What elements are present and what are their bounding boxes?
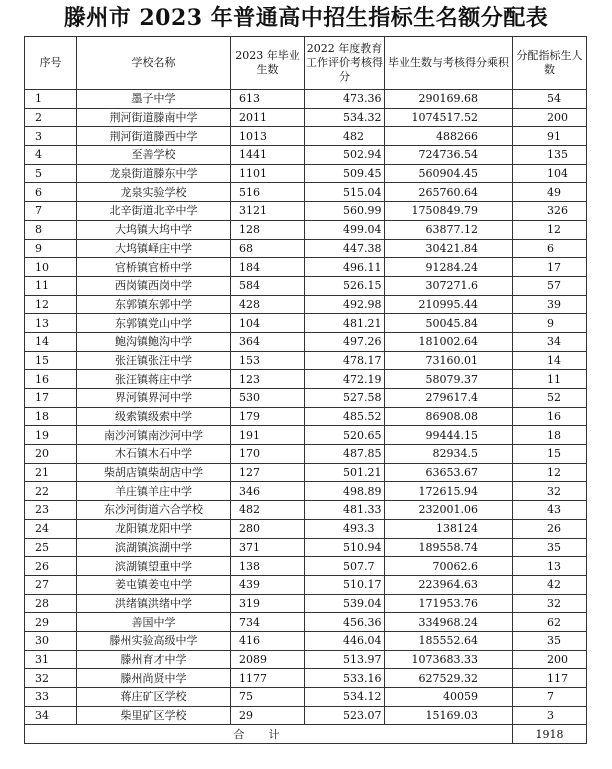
evaluation-score: 513.97: [305, 650, 385, 669]
school-name: 柴里矿区学校: [77, 706, 231, 725]
school-name: 级索镇级索中学: [77, 407, 231, 426]
quota-count: 43: [513, 501, 587, 520]
score-product: 63877.12: [385, 220, 513, 239]
row-index: 19: [25, 426, 77, 445]
table-row: [25, 538, 587, 557]
quota-count: 7: [513, 688, 587, 707]
evaluation-score: 539.04: [305, 594, 385, 613]
table-row: [25, 276, 587, 295]
table-row: [25, 407, 587, 426]
score-product: 15169.03: [385, 706, 513, 725]
quota-count: 54: [513, 90, 587, 109]
table-row: [25, 183, 587, 202]
row-index: 6: [25, 183, 77, 202]
school-name: 滕州育才中学: [77, 650, 231, 669]
table-row: [25, 631, 587, 650]
school-name: 张汪镇张汪中学: [77, 351, 231, 370]
school-name: 墨子中学: [77, 90, 231, 109]
evaluation-score: 497.26: [305, 332, 385, 351]
table-row: [25, 389, 587, 408]
school-name: 官桥镇官桥中学: [77, 258, 231, 277]
quota-count: 57: [513, 276, 587, 295]
school-name: 南沙河镇南沙河中学: [77, 426, 231, 445]
evaluation-score: 523.07: [305, 706, 385, 725]
score-product: 627529.32: [385, 669, 513, 688]
score-product: 99444.15: [385, 426, 513, 445]
quota-count: 52: [513, 389, 587, 408]
quota-count: 135: [513, 146, 587, 165]
table-row: [25, 127, 587, 146]
table-row: [25, 501, 587, 520]
graduates-count: 516: [231, 183, 305, 202]
quota-count: 17: [513, 258, 587, 277]
evaluation-score: 520.65: [305, 426, 385, 445]
school-name: 东沙河街道六合学校: [77, 501, 231, 520]
row-index: 16: [25, 370, 77, 389]
quota-count: 18: [513, 426, 587, 445]
table-header-row: [25, 37, 587, 90]
graduates-count: 1013: [231, 127, 305, 146]
quota-count: 34: [513, 332, 587, 351]
evaluation-score: 481.33: [305, 501, 385, 520]
evaluation-score: 515.04: [305, 183, 385, 202]
table-row: [25, 519, 587, 538]
school-name: 羊庄镇羊庄中学: [77, 482, 231, 501]
graduates-count: 3121: [231, 202, 305, 221]
row-index: 23: [25, 501, 77, 520]
graduates-count: 1101: [231, 164, 305, 183]
quota-count: 13: [513, 557, 587, 576]
graduates-count: 29: [231, 706, 305, 725]
quota-count: 16: [513, 407, 587, 426]
graduates-count: 123: [231, 370, 305, 389]
quota-count: 91: [513, 127, 587, 146]
graduates-count: 153: [231, 351, 305, 370]
score-product: 91284.24: [385, 258, 513, 277]
row-index: 31: [25, 650, 77, 669]
school-name: 大坞镇峄庄中学: [77, 239, 231, 258]
row-index: 22: [25, 482, 77, 501]
row-index: 7: [25, 202, 77, 221]
graduates-count: 280: [231, 519, 305, 538]
table-row: [25, 351, 587, 370]
row-index: 20: [25, 445, 77, 464]
table-row: [25, 594, 587, 613]
school-name: 大坞镇大坞中学: [77, 220, 231, 239]
row-index: 3: [25, 127, 77, 146]
graduates-count: 1177: [231, 669, 305, 688]
row-index: 14: [25, 332, 77, 351]
row-index: 1: [25, 90, 77, 109]
row-index: 8: [25, 220, 77, 239]
evaluation-score: 560.99: [305, 202, 385, 221]
graduates-count: 613: [231, 90, 305, 109]
evaluation-score: 507.7: [305, 557, 385, 576]
total-quota: 1918: [513, 725, 587, 744]
row-index: 4: [25, 146, 77, 165]
table-row: [25, 220, 587, 239]
graduates-count: 184: [231, 258, 305, 277]
score-product: 63653.67: [385, 463, 513, 482]
evaluation-score: 446.04: [305, 631, 385, 650]
evaluation-score: 481.21: [305, 314, 385, 333]
score-product: 73160.01: [385, 351, 513, 370]
evaluation-score: 526.15: [305, 276, 385, 295]
evaluation-score: 498.89: [305, 482, 385, 501]
graduates-count: 2011: [231, 108, 305, 127]
score-product: 232001.06: [385, 501, 513, 520]
quota-count: 11: [513, 370, 587, 389]
evaluation-score: 534.12: [305, 688, 385, 707]
school-name: 龙阳镇龙阳中学: [77, 519, 231, 538]
quota-count: 6: [513, 239, 587, 258]
header-product: 毕业生数与考核得分乘积: [385, 37, 513, 90]
evaluation-score: 478.17: [305, 351, 385, 370]
graduates-count: 104: [231, 314, 305, 333]
school-name: 东郭镇党山中学: [77, 314, 231, 333]
row-index: 24: [25, 519, 77, 538]
score-product: 189558.74: [385, 538, 513, 557]
quota-count: 32: [513, 594, 587, 613]
table-row: [25, 146, 587, 165]
graduates-count: 364: [231, 332, 305, 351]
total-label: 合计: [25, 725, 513, 744]
graduates-count: 191: [231, 426, 305, 445]
row-index: 17: [25, 389, 77, 408]
school-name: 东郭镇东郭中学: [77, 295, 231, 314]
graduates-count: 371: [231, 538, 305, 557]
score-product: 70062.6: [385, 557, 513, 576]
header-graduates: 2023 年毕业生数: [231, 37, 305, 90]
evaluation-score: 482: [305, 127, 385, 146]
score-product: 1074517.52: [385, 108, 513, 127]
school-name: 荆河街道滕南中学: [77, 108, 231, 127]
score-product: 265760.64: [385, 183, 513, 202]
quota-count: 15: [513, 445, 587, 464]
score-product: 290169.68: [385, 90, 513, 109]
score-product: 58079.37: [385, 370, 513, 389]
table-row: [25, 332, 587, 351]
graduates-count: 530: [231, 389, 305, 408]
score-product: 138124: [385, 519, 513, 538]
row-index: 34: [25, 706, 77, 725]
quota-count: 42: [513, 575, 587, 594]
evaluation-score: 456.36: [305, 613, 385, 632]
quota-count: 200: [513, 108, 587, 127]
score-product: 560904.45: [385, 164, 513, 183]
quota-count: 49: [513, 183, 587, 202]
quota-count: 26: [513, 519, 587, 538]
table-row: [25, 426, 587, 445]
school-name: 木石镇木石中学: [77, 445, 231, 464]
table-body: [25, 90, 587, 725]
quota-count: 12: [513, 463, 587, 482]
header-score: 2022 年度教育工作评价考核得分: [305, 37, 385, 90]
quota-count: 104: [513, 164, 587, 183]
graduates-count: 584: [231, 276, 305, 295]
evaluation-score: 472.19: [305, 370, 385, 389]
table-row: [25, 575, 587, 594]
table-row: [25, 108, 587, 127]
score-product: 1073683.33: [385, 650, 513, 669]
score-product: 223964.63: [385, 575, 513, 594]
score-product: 30421.84: [385, 239, 513, 258]
table-row: [25, 482, 587, 501]
quota-count: 14: [513, 351, 587, 370]
school-name: 蒋庄矿区学校: [77, 688, 231, 707]
graduates-count: 68: [231, 239, 305, 258]
score-product: 724736.54: [385, 146, 513, 165]
evaluation-score: 487.85: [305, 445, 385, 464]
table-row: [25, 239, 587, 258]
quota-count: 12: [513, 220, 587, 239]
school-name: 滨湖镇望重中学: [77, 557, 231, 576]
evaluation-score: 499.04: [305, 220, 385, 239]
table-row: [25, 613, 587, 632]
graduates-count: 138: [231, 557, 305, 576]
quota-count: 9: [513, 314, 587, 333]
school-name: 姜屯镇姜屯中学: [77, 575, 231, 594]
evaluation-score: 493.3: [305, 519, 385, 538]
graduates-count: 734: [231, 613, 305, 632]
score-product: 307271.6: [385, 276, 513, 295]
row-index: 26: [25, 557, 77, 576]
evaluation-score: 492.98: [305, 295, 385, 314]
score-product: 181002.64: [385, 332, 513, 351]
row-index: 29: [25, 613, 77, 632]
evaluation-score: 534.32: [305, 108, 385, 127]
graduates-count: 128: [231, 220, 305, 239]
row-index: 15: [25, 351, 77, 370]
graduates-count: 2089: [231, 650, 305, 669]
graduates-count: 428: [231, 295, 305, 314]
row-index: 21: [25, 463, 77, 482]
evaluation-score: 485.52: [305, 407, 385, 426]
row-index: 32: [25, 669, 77, 688]
quota-table: [24, 36, 587, 744]
score-product: 171953.76: [385, 594, 513, 613]
table-row: [25, 258, 587, 277]
school-name: 至善学校: [77, 146, 231, 165]
school-name: 北辛街道北辛中学: [77, 202, 231, 221]
document-title: 滕州市 2023 年普通高中招生指标生名额分配表: [63, 5, 549, 31]
quota-count: 35: [513, 538, 587, 557]
evaluation-score: 510.94: [305, 538, 385, 557]
row-index: 11: [25, 276, 77, 295]
evaluation-score: 501.21: [305, 463, 385, 482]
quota-count: 200: [513, 650, 587, 669]
row-index: 9: [25, 239, 77, 258]
school-name: 滨湖镇滨湖中学: [77, 538, 231, 557]
row-index: 28: [25, 594, 77, 613]
score-product: 50045.84: [385, 314, 513, 333]
row-index: 18: [25, 407, 77, 426]
table-row: [25, 295, 587, 314]
table-row: [25, 370, 587, 389]
graduates-count: 170: [231, 445, 305, 464]
row-index: 5: [25, 164, 77, 183]
school-name: 滕州尚贤中学: [77, 669, 231, 688]
table-row: [25, 669, 587, 688]
school-name: 龙泉实验学校: [77, 183, 231, 202]
header-school: 学校名称: [77, 37, 231, 90]
row-index: 12: [25, 295, 77, 314]
score-product: 279617.4: [385, 389, 513, 408]
table-row: [25, 706, 587, 725]
table-row: [25, 90, 587, 109]
evaluation-score: 533.16: [305, 669, 385, 688]
table-row: [25, 650, 587, 669]
table-row: [25, 463, 587, 482]
table-row: [25, 688, 587, 707]
school-name: 张汪镇蒋庄中学: [77, 370, 231, 389]
evaluation-score: 527.58: [305, 389, 385, 408]
table-row: [25, 202, 587, 221]
school-name: 界河镇界河中学: [77, 389, 231, 408]
score-product: 86908.08: [385, 407, 513, 426]
graduates-count: 439: [231, 575, 305, 594]
graduates-count: 319: [231, 594, 305, 613]
quota-count: 35: [513, 631, 587, 650]
school-name: 柴胡店镇柴胡店中学: [77, 463, 231, 482]
score-product: 334968.24: [385, 613, 513, 632]
graduates-count: 127: [231, 463, 305, 482]
school-name: 鲍沟镇鲍沟中学: [77, 332, 231, 351]
graduates-count: 1441: [231, 146, 305, 165]
row-index: 25: [25, 538, 77, 557]
school-name: 善国中学: [77, 613, 231, 632]
graduates-count: 346: [231, 482, 305, 501]
table-row: [25, 314, 587, 333]
quota-count: 117: [513, 669, 587, 688]
quota-count: 32: [513, 482, 587, 501]
score-product: 1750849.79: [385, 202, 513, 221]
score-product: 82934.5: [385, 445, 513, 464]
quota-count: 326: [513, 202, 587, 221]
school-name: 西岗镇西岗中学: [77, 276, 231, 295]
graduates-count: 179: [231, 407, 305, 426]
graduates-count: 482: [231, 501, 305, 520]
quota-count: 62: [513, 613, 587, 632]
score-product: 185552.64: [385, 631, 513, 650]
school-name: 洪绪镇洪绪中学: [77, 594, 231, 613]
quota-count: 3: [513, 706, 587, 725]
evaluation-score: 473.36: [305, 90, 385, 109]
score-product: 40059: [385, 688, 513, 707]
row-index: 10: [25, 258, 77, 277]
total-row: [25, 725, 587, 744]
evaluation-score: 509.45: [305, 164, 385, 183]
header-quota: 分配指标生人数: [513, 37, 587, 90]
graduates-count: 416: [231, 631, 305, 650]
evaluation-score: 447.38: [305, 239, 385, 258]
quota-count: 39: [513, 295, 587, 314]
graduates-count: 75: [231, 688, 305, 707]
table-row: [25, 164, 587, 183]
table-row: [25, 557, 587, 576]
row-index: 2: [25, 108, 77, 127]
school-name: 滕州实验高级中学: [77, 631, 231, 650]
evaluation-score: 496.11: [305, 258, 385, 277]
row-index: 13: [25, 314, 77, 333]
evaluation-score: 502.94: [305, 146, 385, 165]
table-row: [25, 445, 587, 464]
school-name: 荆河街道滕西中学: [77, 127, 231, 146]
evaluation-score: 510.17: [305, 575, 385, 594]
score-product: 488266: [385, 127, 513, 146]
row-index: 33: [25, 688, 77, 707]
row-index: 30: [25, 631, 77, 650]
row-index: 27: [25, 575, 77, 594]
header-idx: 序号: [25, 37, 77, 90]
school-name: 龙泉街道滕东中学: [77, 164, 231, 183]
score-product: 172615.94: [385, 482, 513, 501]
score-product: 210995.44: [385, 295, 513, 314]
